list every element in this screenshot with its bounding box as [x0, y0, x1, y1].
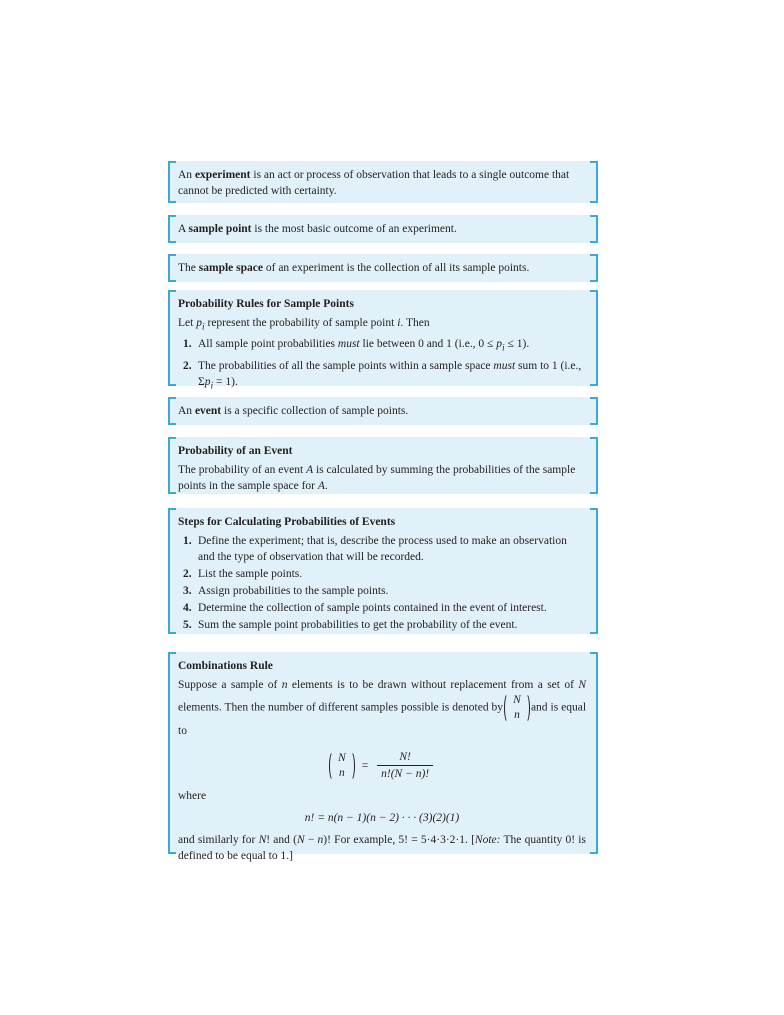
binomial-symbol: N n [331, 751, 353, 781]
list-item: 1. All sample point probabilities must lie between 0 and 1 (i.e., $0 \le p_i \le 1$). [183, 338, 530, 354]
definition-experiment-box [170, 161, 596, 203]
box-title: Probability Rules for Sample Points [178, 298, 354, 310]
list-item: 3. Assign probabilities to the sample points. [183, 585, 389, 597]
definition-text: The sample space of an experiment is the collection of all its sample points. [178, 262, 530, 274]
definition-text: A sample point is the most basic outcome of an experiment. [178, 223, 457, 235]
combinations-rule-box [170, 652, 596, 862]
combinations-intro: Suppose a sample of n elements is to be drawn without replacement from a set of N elements. Then the number of different samples possible is denoted by N n and is equal to [178, 679, 587, 737]
combinations-note: and similarly for N! and (N − n)! For example, 5! = 5·4·3·2·1. [Note: The quantity 0! is defined to be equal to 1.] [178, 834, 586, 862]
term-sample-space: sample space [198, 262, 263, 274]
probability-of-event-box [170, 437, 596, 494]
definition-text: An experiment is an act or process of observation that leads to a single outcome that cannot be predicted with certainty. [178, 169, 570, 197]
combinations-formula: N n = $\frac{N!}{n!(N - n)!}$ [178, 749, 586, 782]
rules-intro: Let $p_i$ represent the probability of sample point i. Then [178, 317, 430, 333]
event-text: The probability of an event A is calculated by summing the probabilities of the sample points in the sample space for A. [178, 464, 576, 492]
term-experiment: experiment [194, 169, 251, 181]
steps-box [170, 508, 596, 634]
definition-text: An event is a specific collection of sample points. [178, 405, 409, 417]
box-title: Combinations Rule [178, 660, 273, 672]
definition-event-box [170, 397, 596, 425]
binomial-symbol: N n [506, 693, 528, 723]
list-item: 1. Define the experiment; that is, describe the process used to make an observation and the type of observation that will be recorded. [183, 535, 567, 563]
factorial-formula: n! = n(n − 1)(n − 2) · · · (3)(2)(1) [304, 812, 460, 824]
box-title: Steps for Calculating Probabilities of Events [178, 516, 396, 528]
fraction [377, 749, 433, 782]
definition-sample-point-box [170, 215, 596, 243]
where-label: where [178, 790, 207, 802]
list-item: 5. Sum the sample point probabilities to get the probability of the event. [183, 619, 518, 631]
rules-list [178, 336, 586, 394]
list-item: 4. Determine the collection of sample points contained in the event of interest. [183, 602, 547, 614]
steps-list [178, 533, 586, 633]
box-title: Probability of an Event [178, 445, 293, 457]
fraction-numerator: N! [377, 749, 433, 766]
definition-sample-space-box [170, 254, 596, 282]
fraction-denominator: n!(N − n)! [381, 768, 430, 780]
list-item: 2. List the sample points. [183, 568, 303, 580]
term-event: event [194, 405, 222, 417]
term-sample-point: sample point [188, 223, 252, 235]
probability-rules-box [170, 290, 596, 391]
list-item: 2. The probabilities of all the sample points within a sample space must sum to 1 (i.e., $\Sigma p_i = 1$). [183, 359, 582, 391]
